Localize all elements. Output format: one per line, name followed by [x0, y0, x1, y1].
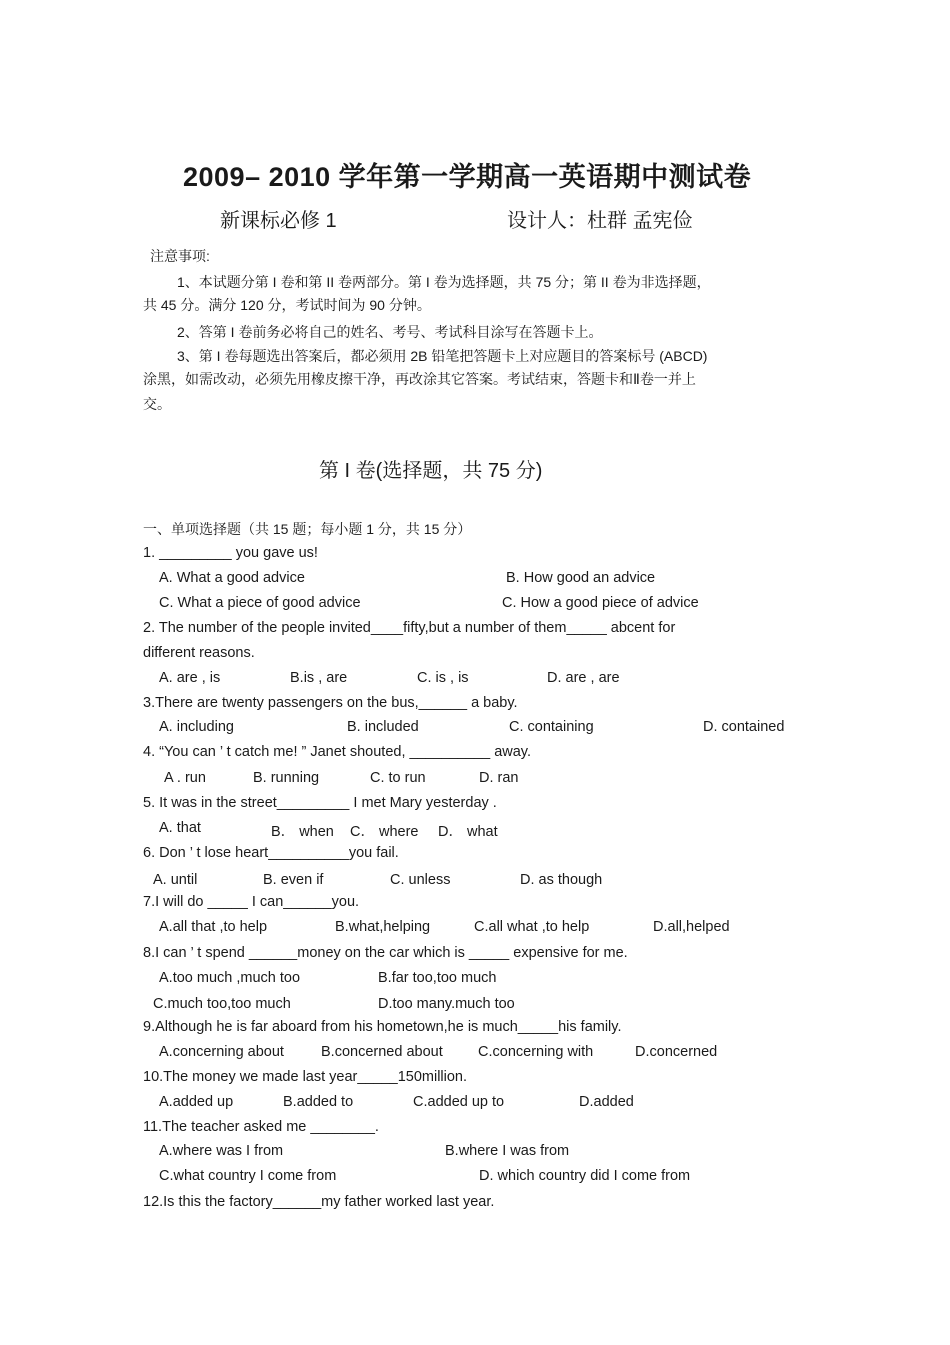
question-stem: 2. The number of the people invited____fifty,but a number of them_____ abcent for	[143, 620, 676, 636]
note-1-line-2: 共 45 分。满分 120 分，考试时间为 90 分钟。	[143, 297, 431, 313]
question-stem: 9.Although he is far aboard from his hometown,he is much_____his family.	[143, 1019, 622, 1035]
option-b: B.is , are	[290, 670, 348, 686]
question-stem: 5. It was in the street_________ I met Mary yesterday .	[143, 795, 497, 811]
option-b: B. included	[347, 719, 419, 735]
question-stem: 10.The money we made last year_____150million.	[143, 1069, 468, 1085]
option-c: C.added up to	[413, 1094, 505, 1110]
part-heading: 一、单项选择题（共 15 题；每小题 1 分，共 15 分）	[143, 521, 472, 537]
question-stem: 7.I will do _____ I can______you.	[143, 894, 360, 910]
option-a: A. until	[153, 872, 198, 888]
note-3-line-3: 交。	[143, 396, 171, 412]
option-c: C. is , is	[417, 670, 469, 686]
option-b: B.what,helping	[335, 919, 431, 935]
option-b: B.where I was from	[445, 1143, 570, 1159]
option-b: B.added to	[283, 1094, 354, 1110]
option-c: C． where	[350, 824, 419, 840]
question-stem: 4. “You can ’ t catch me! ” Janet shouted, __________ away.	[143, 744, 531, 760]
course-label: 新课标必修 1	[220, 210, 337, 232]
option-a: A.concerning about	[159, 1044, 284, 1060]
option-d: D.all,helped	[653, 919, 730, 935]
option-c: C. to run	[370, 770, 426, 786]
option-c: C. What a piece of good advice	[159, 595, 361, 611]
note-2: 2、答第 I 卷前务必将自己的姓名、考号、考试科目涂写在答题卡上。	[177, 324, 603, 340]
option-a: A. including	[159, 719, 234, 735]
option-a: A. What a good advice	[159, 570, 305, 586]
option-b: B． when	[271, 824, 334, 840]
option-c: C.concerning with	[478, 1044, 594, 1060]
option-a: A.too much ,much too	[159, 970, 301, 986]
notes-heading: 注意事项:	[150, 248, 210, 264]
option-d: D.concerned	[635, 1044, 718, 1060]
option-c: C. unless	[390, 872, 451, 888]
question-stem: 12.Is this the factory______my father worked last year.	[143, 1194, 495, 1210]
question-stem: 1. _________ you gave us!	[143, 545, 318, 561]
option-c: C.much too,too much	[153, 996, 291, 1012]
option-d: D． what	[438, 824, 498, 840]
option-a: A.all that ,to help	[159, 919, 268, 935]
option-d: C. How a good piece of advice	[502, 595, 699, 611]
option-d: D. are , are	[547, 670, 620, 686]
question-stem-cont: different reasons.	[143, 645, 255, 661]
option-b: B. even if	[263, 872, 324, 888]
option-b: B.concerned about	[321, 1044, 443, 1060]
question-stem: 11.The teacher asked me ________.	[143, 1119, 379, 1135]
option-d: D. which country did I come from	[479, 1168, 691, 1184]
note-1-line-1: 1、本试题分第 I 卷和第 II 卷两部分。第 I 卷为选择题，共 75 分；第 II 卷为非选择题，	[177, 274, 711, 290]
option-b: B. How good an advice	[506, 570, 656, 586]
option-d: D.too many.much too	[378, 996, 515, 1012]
option-a: A . run	[164, 770, 206, 786]
option-c: C.what country I come from	[159, 1168, 337, 1184]
option-d: D. ran	[479, 770, 519, 786]
note-3-line-2: 涂黑，如需改动，必须先用橡皮擦干净，再改涂其它答案。考试结束，答题卡和Ⅱ卷一并上	[143, 371, 696, 387]
question-stem: 3.There are twenty passengers on the bus,______ a baby.	[143, 695, 518, 711]
page-title: 2009– 2010 学年第一学期高一英语期中测试卷	[183, 162, 752, 192]
option-b: B. running	[253, 770, 320, 786]
option-d: D. contained	[703, 719, 785, 735]
option-a: A. that	[159, 820, 201, 836]
option-a: A.where was I from	[159, 1143, 284, 1159]
question-stem: 8.I can ’ t spend ______money on the car which is _____ expensive for me.	[143, 945, 628, 961]
note-3-line-1: 3、第 I 卷每题选出答案后，都必须用 2B 铅笔把答题卡上对应题目的答案标号 (ABCD)	[177, 348, 708, 364]
option-d: D.added	[579, 1094, 634, 1110]
option-c: C.all what ,to help	[474, 919, 590, 935]
option-b: B.far too,too much	[378, 970, 497, 986]
question-stem: 6. Don ’ t lose heart__________you fail.	[143, 845, 399, 861]
designer-label: 设计人：杜群 孟宪俭	[507, 210, 693, 232]
option-a: A.added up	[159, 1094, 234, 1110]
section-title: 第 I 卷(选择题，共 75 分)	[319, 460, 543, 482]
option-a: A. are , is	[159, 670, 221, 686]
option-c: C. containing	[509, 719, 594, 735]
option-d: D. as though	[520, 872, 603, 888]
